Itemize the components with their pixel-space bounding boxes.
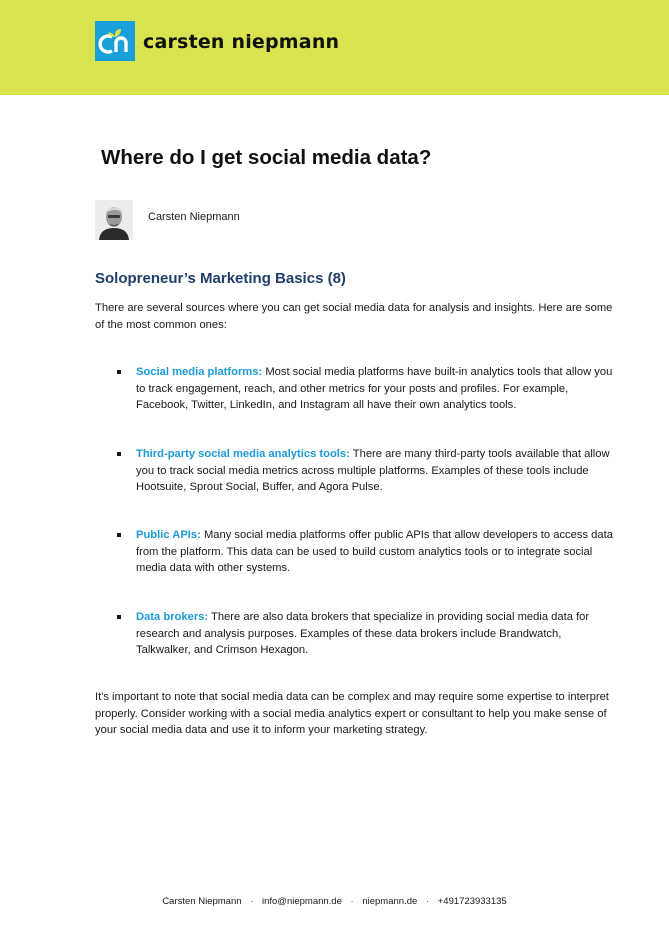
list-item [136,609,616,659]
bullet-text: There are many third-party tools available that allow you to track social media metrics across multiple platforms. Examples of these tools include Hootsuite, Sprout Social, Buffer, and Agora Pulse. [136,448,610,493]
list-item [136,527,616,577]
footer-email-link[interactable]: info@niepmann.de [261,896,342,907]
bullet-term: Social media platforms: [136,366,263,378]
footer-separator: · [425,896,430,907]
footer-phone: +491723933135 [437,896,507,907]
bullet-term: Public APIs: [136,529,201,541]
list-item [136,446,616,496]
closing-paragraph: It's important to note that social media data can be complex and may require some expertise to interpret properly. Consider working with a social media analytics expert or consultant to help you make sense of your social media data and use it to inform your marketing strategy. [95,691,609,736]
series-subtitle: Solopreneur’s Marketing Basics (8) [95,270,346,287]
avatar [95,200,133,240]
bullet-term: Data brokers: [136,611,209,623]
page-title: Where do I get social media data? [101,146,432,169]
footer-name: Carsten Niepmann [162,896,242,907]
bullet-icon [117,370,121,374]
bullet-icon [117,452,121,456]
bullet-text: Most social media platforms have built-in analytics tools that allow you to track engagement, reach, and other metrics for your posts and profiles. For example, Facebook, Twitter, LinkedIn, and Instagram all have their own analytics tools. [136,366,613,411]
footer-website-link[interactable]: niepmann.de [362,896,418,907]
header-band [0,0,669,95]
brand-name[interactable]: carsten niepmann [143,31,340,53]
bullet-icon [117,615,121,619]
bullet-text: There are also data brokers that specialize in providing social media data for research and analysis purposes. Examples of these data brokers include Brandwatch, Talkwalker, and Crimson Hexagon. [136,611,590,656]
footer-separator: · [250,896,254,907]
cn-logo-icon[interactable] [95,21,135,61]
list-item [136,364,616,414]
footer-separator: · [350,896,354,907]
author-name: Carsten Niepmann [148,211,240,223]
bullet-icon [117,533,121,537]
bullet-term: Third-party social media analytics tools: [136,448,350,460]
bullet-text: Many social media platforms offer public APIs that allow developers to access data from the platform. This data can be used to build custom analytics tools or to integrate social media data with other systems. [136,529,613,574]
footer [0,895,669,909]
intro-paragraph: There are several sources where you can get social media data for analysis and insights. Here are some of the most common ones: [95,302,613,331]
